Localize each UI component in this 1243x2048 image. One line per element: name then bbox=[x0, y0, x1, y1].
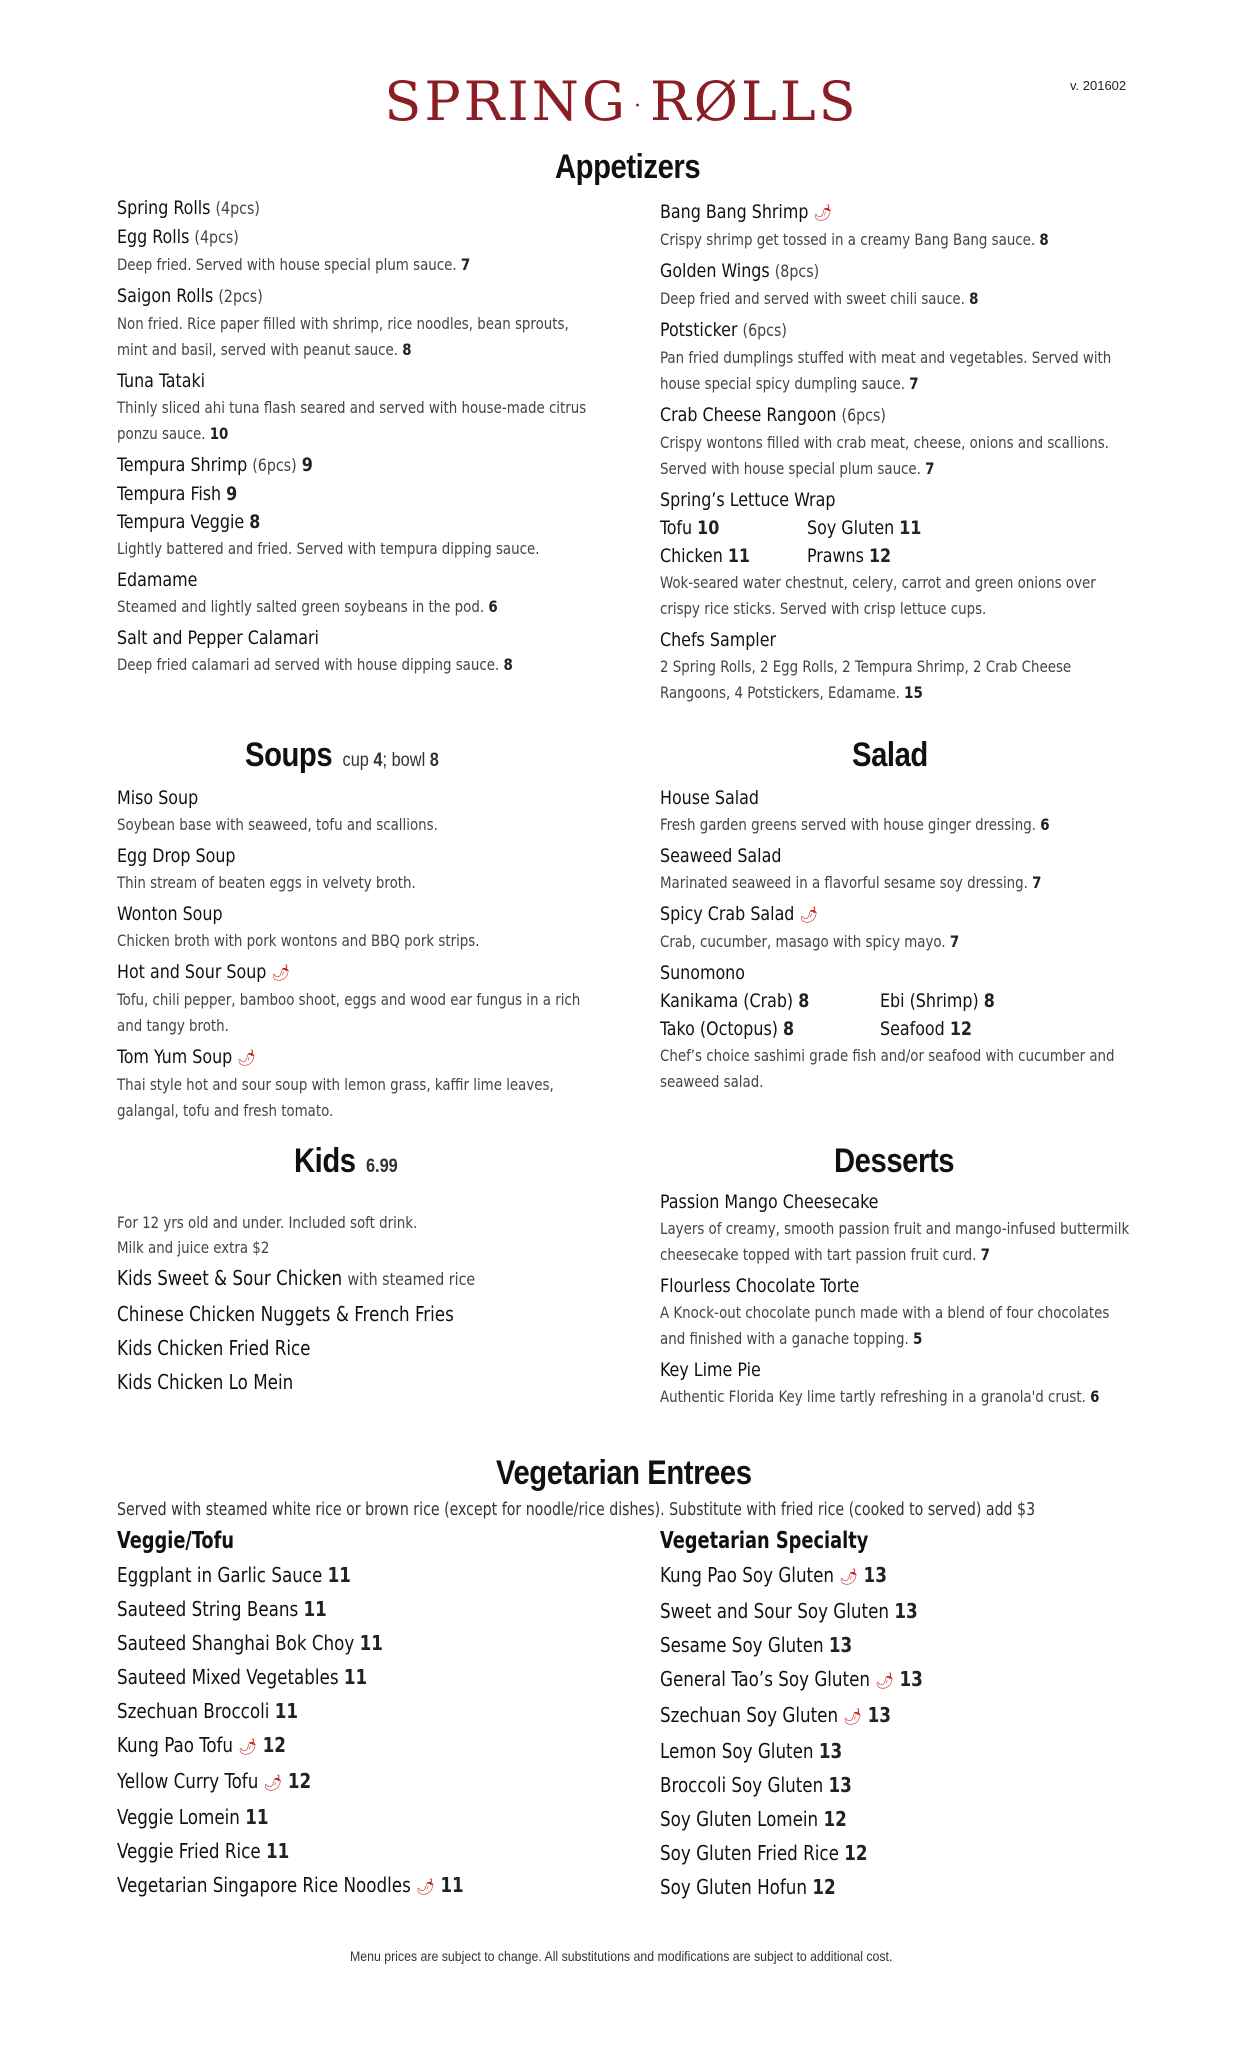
menu-item: Sunomono Kanikama (Crab) 8 Ebi (Shrimp) 8 Tako (Octopus) 8 Seafood 12 Chef’s choice sashimi grade fish and/or seafood with cucumber and seaweed salad. bbox=[660, 962, 1115, 1091]
menu-item: Hot and Sour Soup 🌶 Tofu, chili pepper, bamboo shoot, eggs and wood ear fungus in a rich and tangy broth. bbox=[117, 961, 581, 1035]
brand-logo: SPRING · RØLLS bbox=[384, 70, 859, 133]
menu-item: Miso Soup Soybean base with seaweed, tofu and scallions. bbox=[117, 787, 438, 834]
menu-item: Soy Gluten Hofun 12 bbox=[660, 1875, 836, 1899]
menu-item: Sauteed String Beans 11 bbox=[117, 1597, 327, 1621]
veggie-tofu-column bbox=[117, 1524, 587, 1904]
chili-icon: 🌶 bbox=[799, 905, 819, 924]
menu-item: General Tao’s Soy Gluten 🌶 13 bbox=[660, 1667, 923, 1691]
menu-item: Sesame Soy Gluten 13 bbox=[660, 1633, 853, 1657]
menu-item: Saigon Rolls (2pcs) Non fried. Rice paper filled with shrimp, rice noodles, bean sprouts, mint and basil, served with peanut sauce. 8 bbox=[117, 285, 569, 359]
desserts-title: Desserts bbox=[834, 1142, 955, 1180]
chili-icon: 🌶 bbox=[237, 1048, 257, 1067]
salad-column bbox=[660, 784, 1130, 1099]
version-label: v. 201602 bbox=[1070, 78, 1127, 93]
menu-item: Tempura Fish 9 bbox=[117, 483, 238, 505]
menu-item: Spring’s Lettuce Wrap Tofu 10 Soy Gluten 11 Chicken 11 Prawns 12 Wok-seared water chestnut, celery, carrot and green onions over crispy rice sticks. Served with crisp lettuce cups. bbox=[660, 489, 1096, 618]
menu-item: Egg Drop Soup Thin stream of beaten eggs in velvety broth. bbox=[117, 845, 416, 892]
menu-item: Kids Chicken Fried Rice bbox=[117, 1336, 311, 1360]
menu-item: Tuna Tataki Thinly sliced ahi tuna flash seared and served with house-made citrus ponzu sauce. 10 bbox=[117, 370, 587, 443]
vegetarian-specialty-heading: Vegetarian Specialty bbox=[660, 1528, 869, 1554]
kids-note-extra: Milk and juice extra $2 bbox=[117, 1238, 270, 1257]
menu-item: Kung Pao Soy Gluten 🌶 13 bbox=[660, 1563, 887, 1587]
chili-icon: 🌶 bbox=[271, 963, 291, 982]
menu-item: Key Lime Pie Authentic Florida Key lime tartly refreshing in a granola'd crust. 6 bbox=[660, 1359, 1100, 1406]
chili-icon: 🌶 bbox=[843, 1707, 863, 1726]
menu-item: House Salad Fresh garden greens served with house ginger dressing. 6 bbox=[660, 787, 1050, 834]
menu-item: Spring Rolls (4pcs) bbox=[117, 197, 260, 219]
vegetarian-title: Vegetarian Entrees bbox=[496, 1454, 752, 1492]
menu-item: Chefs Sampler 2 Spring Rolls, 2 Egg Rolls, 2 Tempura Shrimp, 2 Crab Cheese Rangoons, 4 Potstickers, Edamame. 15 bbox=[660, 629, 1072, 702]
menu-item: Soy Gluten Fried Rice 12 bbox=[660, 1841, 868, 1865]
soups-column bbox=[117, 784, 587, 1128]
menu-item: Tempura Shrimp (6pcs) 9 bbox=[117, 454, 313, 476]
menu-item: Kids Chicken Lo Mein bbox=[117, 1370, 294, 1394]
appetizers-left-column bbox=[117, 194, 587, 682]
kids-note: For 12 yrs old and under. Included soft drink. bbox=[117, 1213, 418, 1232]
menu-item: Lemon Soy Gluten 13 bbox=[660, 1739, 843, 1763]
vegetarian-note: Served with steamed white rice or brown rice (except for noodle/rice dishes). Substitute with fried rice (cooked to served) add $3 bbox=[117, 1500, 1036, 1520]
kids-title: Kids 6.99 bbox=[294, 1142, 398, 1180]
soups-title: Soups cup 4; bowl 8 bbox=[245, 736, 439, 774]
kids-column bbox=[117, 1210, 587, 1400]
menu-item: Passion Mango Cheesecake Layers of creamy, smooth passion fruit and mango-infused buttermilk cheesecake topped with tart passion fruit curd. 7 bbox=[660, 1191, 1130, 1264]
menu-item: Egg Rolls (4pcs) Deep fried. Served with house special plum sauce. 7 bbox=[117, 226, 471, 274]
footer-disclaimer: Menu prices are subject to change. All substitutions and modifications are subject to additional cost. bbox=[350, 1948, 893, 1964]
desserts-column bbox=[660, 1188, 1130, 1414]
menu-item: Seaweed Salad Marinated seaweed in a flavorful sesame soy dressing. 7 bbox=[660, 845, 1042, 892]
menu-item: Sweet and Sour Soy Gluten 13 bbox=[660, 1599, 918, 1623]
chili-icon: 🌶 bbox=[813, 203, 833, 222]
salad-title: Salad bbox=[852, 736, 928, 774]
menu-item: Yellow Curry Tofu 🌶 12 bbox=[117, 1769, 312, 1793]
logo-right-text: RØLLS bbox=[650, 70, 859, 133]
menu-item: Kung Pao Tofu 🌶 12 bbox=[117, 1733, 286, 1757]
menu-item: Chinese Chicken Nuggets & French Fries bbox=[117, 1302, 454, 1326]
menu-item: Tempura Veggie 8 Lightly battered and fried. Served with tempura dipping sauce. bbox=[117, 511, 540, 558]
appetizers-right-column bbox=[660, 198, 1130, 710]
chili-icon: 🌶 bbox=[238, 1737, 258, 1756]
menu-item: Szechuan Soy Gluten 🌶 13 bbox=[660, 1703, 891, 1727]
menu-item: Szechuan Broccoli 11 bbox=[117, 1699, 299, 1723]
menu-item: Sauteed Shanghai Bok Choy 11 bbox=[117, 1631, 383, 1655]
menu-item: Soy Gluten Lomein 12 bbox=[660, 1807, 847, 1831]
menu-item: Veggie Fried Rice 11 bbox=[117, 1839, 290, 1863]
menu-item: Kids Sweet & Sour Chicken with steamed rice bbox=[117, 1266, 476, 1290]
veggie-tofu-heading: Veggie/Tofu bbox=[117, 1528, 235, 1554]
menu-item: Tom Yum Soup 🌶 Thai style hot and sour soup with lemon grass, kaffir lime leaves, galangal, tofu and fresh tomato. bbox=[117, 1046, 554, 1120]
menu-item: Edamame Steamed and lightly salted green soybeans in the pod. 6 bbox=[117, 569, 498, 616]
menu-item: Potsticker (6pcs) Pan fried dumplings stuffed with meat and vegetables. Served with house special spicy dumpling sauce. 7 bbox=[660, 319, 1112, 393]
menu-item: Veggie Lomein 11 bbox=[117, 1805, 269, 1829]
menu-item: Eggplant in Garlic Sauce 11 bbox=[117, 1563, 351, 1587]
chili-icon: 🌶 bbox=[416, 1877, 436, 1896]
logo-left-text: SPRING bbox=[384, 70, 629, 133]
menu-item: Golden Wings (8pcs) Deep fried and served with sweet chili sauce. 8 bbox=[660, 260, 979, 308]
chili-icon: 🌶 bbox=[839, 1567, 859, 1586]
chili-icon: 🌶 bbox=[875, 1671, 895, 1690]
menu-item: Salt and Pepper Calamari Deep fried calamari ad served with house dipping sauce. 8 bbox=[117, 627, 513, 674]
menu-item: Bang Bang Shrimp 🌶 Crispy shrimp get tossed in a creamy Bang Bang sauce. 8 bbox=[660, 201, 1049, 249]
vegetarian-specialty-column bbox=[660, 1524, 1130, 1904]
chili-icon: 🌶 bbox=[263, 1773, 283, 1792]
menu-item: Vegetarian Singapore Rice Noodles 🌶 11 bbox=[117, 1873, 464, 1897]
menu-item: Sauteed Mixed Vegetables 11 bbox=[117, 1665, 368, 1689]
menu-item: Crab Cheese Rangoon (6pcs) Crispy wontons filled with crab meat, cheese, onions and scallions. Served with house special plum sauce. 7 bbox=[660, 404, 1109, 478]
menu-item: Flourless Chocolate Torte A Knock-out chocolate punch made with a blend of four chocolates and finished with a ganache topping. 5 bbox=[660, 1275, 1110, 1348]
appetizers-title: Appetizers bbox=[555, 148, 701, 186]
menu-item: Broccoli Soy Gluten 13 bbox=[660, 1773, 852, 1797]
menu-item: Spicy Crab Salad 🌶 Crab, cucumber, masago with spicy mayo. 7 bbox=[660, 903, 960, 951]
menu-item: Wonton Soup Chicken broth with pork wontons and BBQ pork strips. bbox=[117, 903, 480, 950]
